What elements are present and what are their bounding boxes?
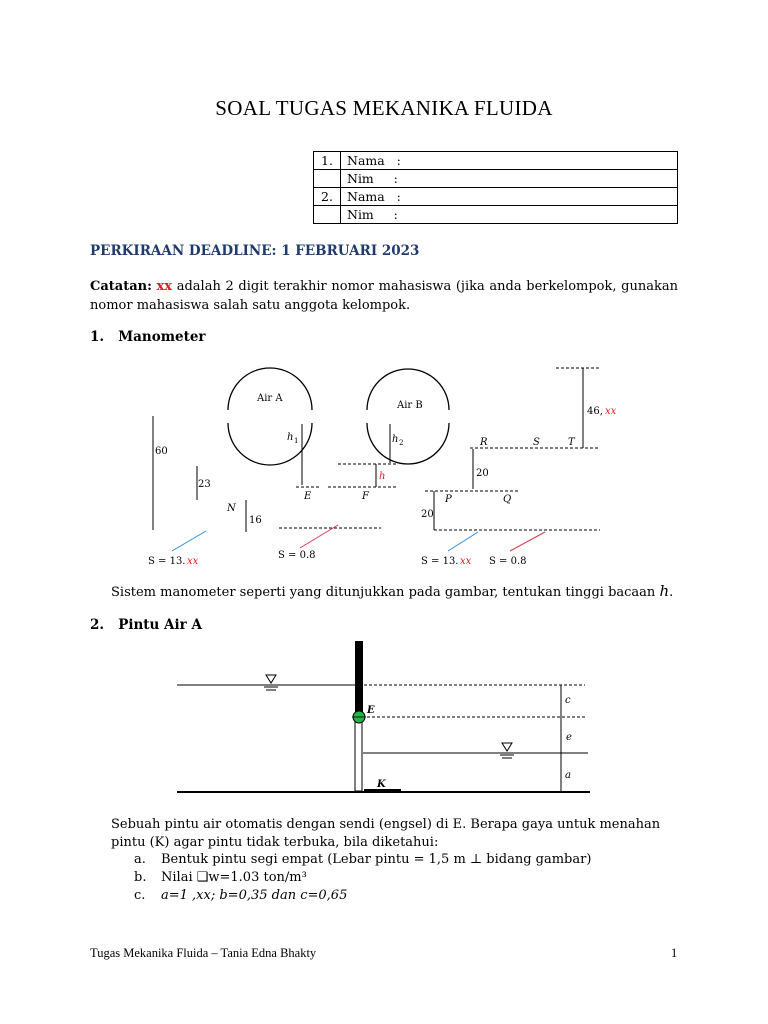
table-row [314, 170, 678, 188]
identity-table [313, 151, 678, 224]
gate-question: Sebuah pintu air otomatis dengan sendi (engsel) di E. Berapa gaya untuk menahan pintu (K) agar pintu tidak terbuka, bila diketahui: [111, 817, 661, 850]
row-number [314, 206, 341, 224]
h2-subscript: 2 [399, 439, 404, 447]
s-label-2: S = 0.8 [278, 550, 316, 561]
point-n-label: N [227, 503, 236, 514]
h-label: h [379, 471, 386, 482]
page-title: SOAL TUGAS MEKANIKA FLUIDA [215, 96, 553, 120]
dim-23: 23 [198, 479, 211, 490]
note-label: Catatan: [90, 279, 152, 294]
row-number [314, 170, 341, 188]
manometer-diagram [0, 355, 768, 575]
point-t-label: T [568, 437, 575, 448]
dim-20-lower: 20 [421, 509, 434, 520]
table-row [314, 188, 678, 206]
s-label-4: S = 0.8 [489, 556, 527, 567]
air-b-label: Air B [397, 400, 423, 411]
h2-label: h [392, 434, 399, 445]
footer-text: Tugas Mekanika Fluida – Tania Edna Bhakty [90, 946, 317, 960]
gate-k-label: K [377, 779, 386, 790]
row-label: Nama : [341, 152, 678, 170]
point-s-label: S [533, 437, 540, 448]
manometer-question [111, 582, 673, 602]
point-f-label: F [362, 491, 369, 502]
water-level-icon [264, 675, 278, 690]
dim-46: 46, [587, 406, 603, 417]
page-number: 1 [671, 946, 678, 960]
list-text: Bentuk pintu segi empat (Lebar pintu = 1,5 m ⊥ bidang gambar) [161, 852, 592, 867]
list-item [134, 887, 591, 905]
list-text: Nilai ❑w=1.03 ton/m³ [161, 870, 307, 885]
dim-20-upper: 20 [476, 468, 489, 479]
gate-panel [355, 717, 362, 791]
question-end: . [669, 585, 674, 600]
list-marker: b. [134, 870, 147, 885]
row-number: 1. [314, 152, 341, 170]
dim-c-label: c [565, 695, 571, 706]
given-list [134, 851, 591, 905]
s-label-3: S = 13. [421, 556, 459, 567]
row-label: Nim : [341, 206, 678, 224]
hinge-e-label: E [367, 705, 375, 716]
dim-e-label: e [566, 732, 572, 743]
dim-16: 16 [249, 515, 262, 526]
point-q-label: Q [503, 494, 512, 505]
dim-60: 60 [155, 446, 168, 457]
point-e-label: E [304, 491, 312, 502]
dim-a-label: a [565, 770, 571, 781]
dim-46-xx: xx [605, 406, 617, 417]
s-label-3-xx: xx [460, 556, 472, 567]
row-label: Nim : [341, 170, 678, 188]
point-p-label: P [445, 494, 452, 505]
list-item [134, 851, 591, 869]
list-text: a=1 ,xx; b=0,35 dan c=0,65 [161, 888, 348, 903]
note-text: adalah 2 digit terakhir nomor mahasiswa (jika anda berkelompok, gunakan nomor mahasiswa salah satu anggota kelompok. [90, 279, 678, 313]
section-1-title: 1. Manometer [90, 329, 206, 345]
question-text: Sistem manometer seperti yang ditunjukkan pada gambar, tentukan tinggi bacaan [111, 585, 660, 600]
section-2-title: 2. Pintu Air A [90, 617, 202, 633]
row-number: 2. [314, 188, 341, 206]
gate-post [355, 641, 363, 717]
h1-subscript: 1 [294, 437, 299, 445]
h1-label: h [287, 432, 294, 443]
point-r-label: R [480, 437, 488, 448]
gate-diagram [0, 635, 768, 800]
table-row [314, 206, 678, 224]
list-item [134, 869, 591, 887]
s-label-1-xx: xx [187, 556, 199, 567]
table-row [314, 152, 678, 170]
s-label-1: S = 13. [148, 556, 186, 567]
row-label: Nama : [341, 188, 678, 206]
air-a-label: Air A [257, 393, 283, 404]
note-highlight: xx [156, 279, 173, 294]
list-marker: c. [134, 888, 146, 903]
list-marker: a. [134, 852, 146, 867]
deadline: PERKIRAAN DEADLINE: 1 FEBRUARI 2023 [90, 243, 420, 259]
question-variable: h [659, 582, 670, 600]
water-level-icon-downstream [500, 743, 514, 758]
note-paragraph [90, 277, 678, 315]
